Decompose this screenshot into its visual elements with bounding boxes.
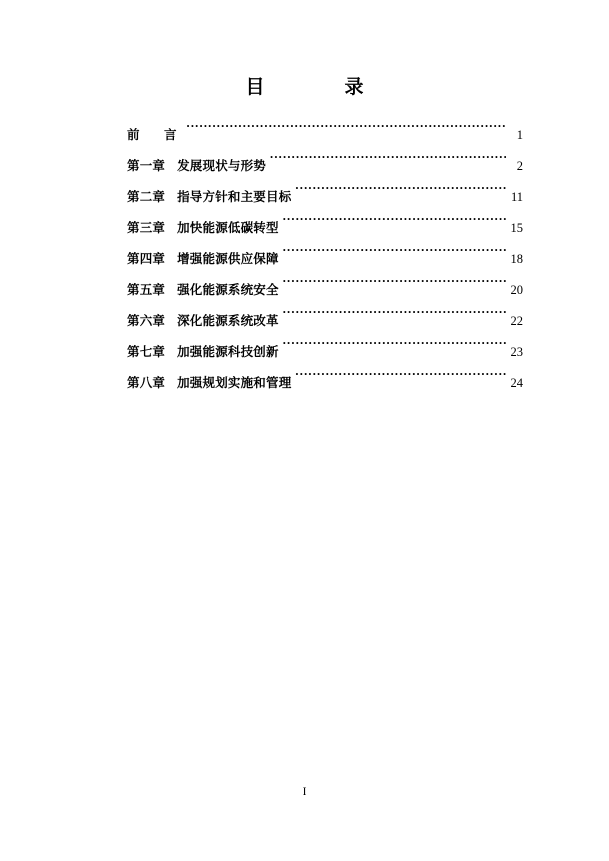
page-title: 目 录	[245, 77, 378, 98]
toc-entry-label: 前 言	[127, 128, 183, 142]
toc-entry-page: 24	[510, 376, 523, 390]
toc-leader-dots	[295, 356, 506, 387]
toc-leader-dots	[187, 108, 506, 139]
toc-entry-text: 发展现状与形势	[177, 159, 267, 173]
toc-entry-page: 11	[510, 190, 523, 204]
toc-entry-page: 18	[510, 252, 523, 266]
toc-entry-label: 第八章	[127, 376, 166, 390]
toc-entry-label: 第六章	[127, 314, 166, 328]
page-folio: I	[302, 786, 307, 798]
toc-leader-dots	[283, 325, 506, 356]
table-of-contents	[127, 108, 523, 390]
toc-entry-text: 深化能源系统改革	[177, 314, 279, 328]
toc-entry-page: 20	[510, 283, 523, 297]
toc-entry-text: 加强规划实施和管理	[177, 376, 292, 390]
toc-entry-label: 第七章	[127, 345, 166, 359]
toc-entry-page: 15	[510, 221, 523, 235]
toc-leader-dots	[283, 294, 506, 325]
toc-entry-label: 第二章	[127, 190, 166, 204]
toc-entry-text: 强化能源系统安全	[177, 283, 279, 297]
toc-entry-label: 第三章	[127, 221, 166, 235]
toc-entry-text: 增强能源供应保障	[177, 252, 279, 266]
toc-entry-page: 23	[510, 345, 523, 359]
toc-leader-dots	[283, 201, 506, 232]
toc-leader-dots	[295, 170, 506, 201]
toc-entry-text: 加快能源低碳转型	[177, 221, 279, 235]
toc-entry-label: 第一章	[127, 159, 166, 173]
toc-entry-text: 指导方针和主要目标	[177, 190, 292, 204]
toc-entry-page: 2	[516, 159, 523, 173]
toc-entry-page: 22	[510, 314, 523, 328]
toc-leader-dots	[283, 232, 506, 263]
toc-leader-dots	[270, 139, 506, 170]
toc-entry-label: 第四章	[127, 252, 166, 266]
toc-leader-dots	[283, 263, 506, 294]
toc-entry-text: 加强能源科技创新	[177, 345, 279, 359]
toc-entry[interactable]	[127, 139, 523, 173]
toc-entry-label: 第五章	[127, 283, 166, 297]
toc-entry-page: 1	[516, 128, 523, 142]
toc-entry[interactable]	[127, 108, 523, 142]
